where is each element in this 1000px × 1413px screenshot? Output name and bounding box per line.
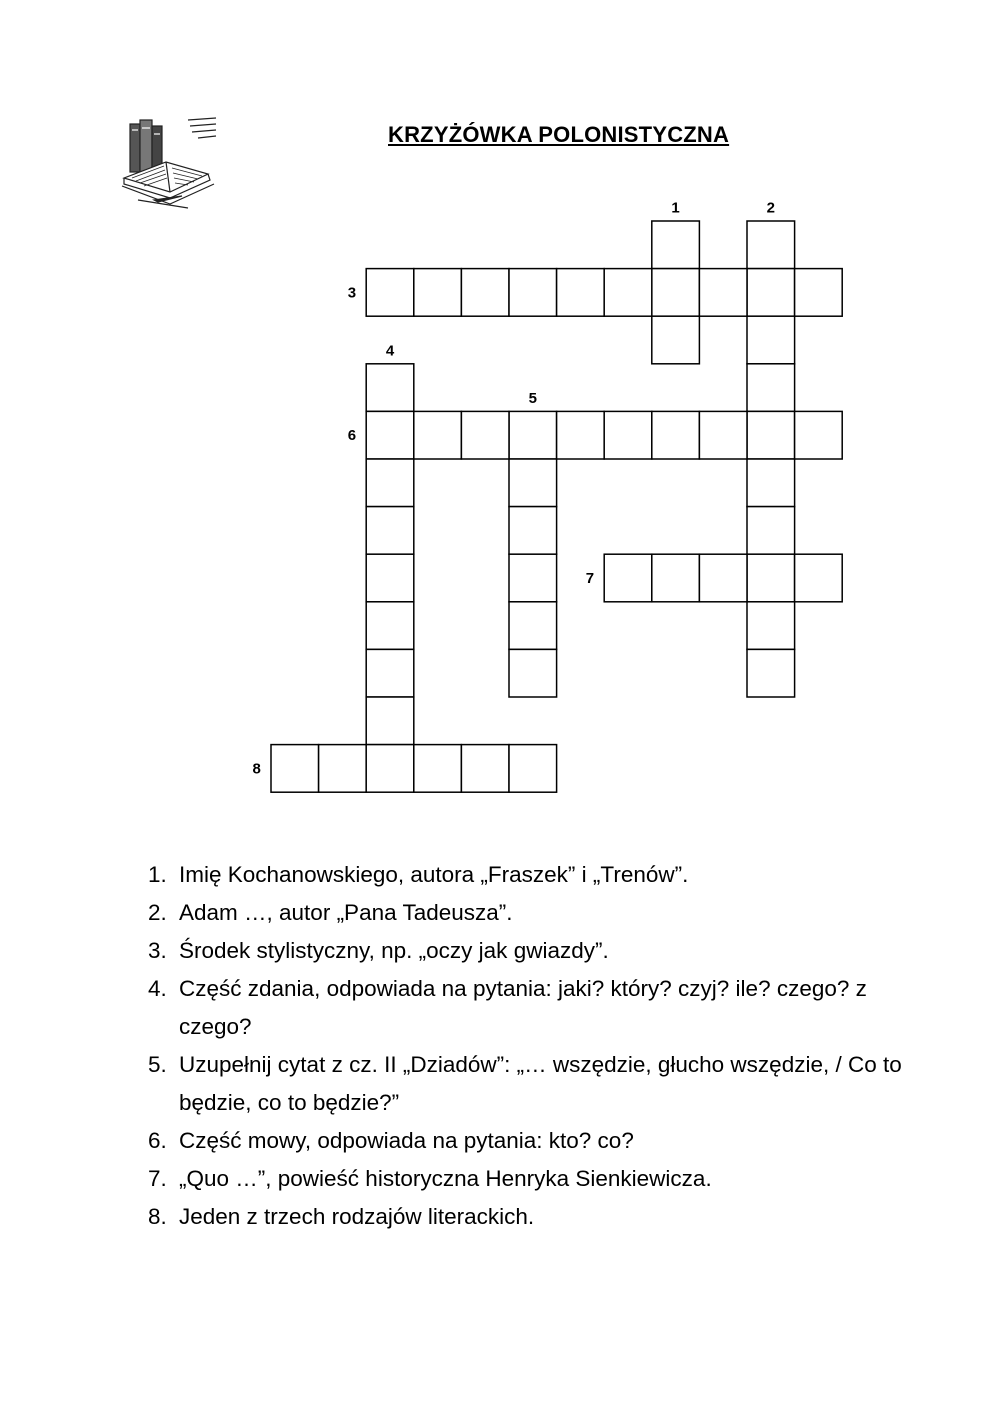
crossword-cell[interactable] — [747, 269, 795, 317]
clue-number: 6. — [148, 1128, 167, 1153]
crossword-cell[interactable] — [747, 554, 795, 602]
clue-text: Imię Kochanowskiego, autora „Fraszek” i „Trenów”. — [179, 862, 689, 887]
crossword-cell[interactable] — [652, 411, 700, 459]
crossword-cell[interactable] — [366, 364, 414, 412]
entry-number-8: 8 — [252, 760, 261, 778]
crossword-cell[interactable] — [509, 745, 557, 793]
crossword-cell[interactable] — [366, 697, 414, 745]
crossword-cell[interactable] — [747, 649, 795, 697]
clue-item — [148, 1122, 939, 1160]
clue-text: Uzupełnij cytat z cz. II „Dziadów”: „… wszędzie, głucho wszędzie, / Co to będzie, co to będzie?” — [179, 1052, 902, 1115]
clue-number: 3. — [148, 938, 167, 963]
crossword-cell[interactable] — [509, 507, 557, 555]
crossword-cell[interactable] — [604, 554, 652, 602]
clue-number: 2. — [148, 900, 167, 925]
entry-number-5: 5 — [528, 390, 537, 408]
crossword-cell[interactable] — [509, 411, 557, 459]
entry-number-1: 1 — [671, 199, 680, 217]
entry-number-6: 6 — [347, 427, 357, 445]
clue-number: 1. — [148, 862, 167, 887]
crossword-cell[interactable] — [414, 411, 462, 459]
crossword-cell[interactable] — [699, 554, 747, 602]
crossword-cell[interactable] — [366, 649, 414, 697]
crossword-cell[interactable] — [509, 554, 557, 602]
clue-item — [148, 894, 939, 932]
crossword-cell[interactable] — [366, 554, 414, 602]
clue-text: Część zdania, odpowiada na pytania: jaki? który? czyj? ile? czego? z czego? — [179, 976, 867, 1039]
clue-item — [148, 932, 939, 970]
clue-item — [148, 1160, 939, 1198]
clue-text: Część mowy, odpowiada na pytania: kto? co? — [179, 1128, 634, 1153]
entry-number-7: 7 — [585, 570, 595, 587]
crossword-cell[interactable] — [699, 411, 747, 459]
crossword-cell[interactable] — [795, 269, 843, 317]
entry-number-4: 4 — [385, 342, 395, 360]
page-title: KRZYŻÓWKA POLONISTYCZNA — [388, 122, 730, 147]
crossword-cell[interactable] — [795, 411, 843, 459]
crossword-cell[interactable] — [366, 602, 414, 650]
crossword-cell[interactable] — [747, 507, 795, 555]
crossword-cell[interactable] — [366, 459, 414, 507]
clue-number: 8. — [148, 1204, 167, 1229]
crossword-cell[interactable] — [509, 649, 557, 697]
crossword-cell[interactable] — [652, 316, 700, 364]
clue-text: „Quo …”, powieść historyczna Henryka Sienkiewicza. — [179, 1166, 712, 1191]
crossword-cell[interactable] — [414, 745, 462, 793]
crossword-cell[interactable] — [366, 411, 414, 459]
crossword-cell[interactable] — [699, 269, 747, 317]
entry-number-3: 3 — [347, 284, 357, 302]
clue-list — [148, 856, 939, 1236]
crossword-cell[interactable] — [366, 507, 414, 555]
crossword-cell[interactable] — [747, 316, 795, 364]
crossword-cell[interactable] — [795, 554, 843, 602]
crossword-cell[interactable] — [747, 221, 795, 269]
crossword-cell[interactable] — [414, 269, 462, 317]
crossword-cell[interactable] — [366, 269, 414, 317]
crossword-cell[interactable] — [557, 269, 605, 317]
crossword-cell[interactable] — [366, 745, 414, 793]
entry-number-2: 2 — [766, 199, 775, 217]
crossword-cell[interactable] — [509, 269, 557, 317]
crossword-cell[interactable] — [652, 554, 700, 602]
clue-number: 4. — [148, 976, 167, 1001]
crossword-cell[interactable] — [461, 411, 509, 459]
clue-number: 7. — [148, 1166, 167, 1191]
clue-text: Środek stylistyczny, np. „oczy jak gwiazdy”. — [179, 938, 609, 963]
clue-item — [148, 970, 939, 1046]
clue-number: 5. — [148, 1052, 167, 1077]
crossword-cell[interactable] — [461, 269, 509, 317]
crossword-cell[interactable] — [461, 745, 509, 793]
clue-text: Adam …, autor „Pana Tadeusza”. — [179, 900, 513, 925]
crossword-cell[interactable] — [604, 269, 652, 317]
crossword-cell[interactable] — [557, 411, 605, 459]
crossword-cell[interactable] — [271, 745, 319, 793]
clue-text: Jeden z trzech rodzajów literackich. — [179, 1204, 535, 1229]
crossword-cell[interactable] — [747, 364, 795, 412]
clue-item — [148, 1046, 939, 1122]
clue-item — [148, 856, 939, 894]
crossword-cell[interactable] — [509, 602, 557, 650]
crossword-cell[interactable] — [509, 459, 557, 507]
crossword-cell[interactable] — [747, 602, 795, 650]
crossword-cell[interactable] — [747, 459, 795, 507]
crossword-cell[interactable] — [652, 221, 700, 269]
crossword-cell[interactable] — [652, 269, 700, 317]
crossword-cell[interactable] — [747, 411, 795, 459]
crossword-cell[interactable] — [319, 745, 367, 793]
crossword-cell[interactable] — [604, 411, 652, 459]
clue-item — [148, 1198, 939, 1236]
